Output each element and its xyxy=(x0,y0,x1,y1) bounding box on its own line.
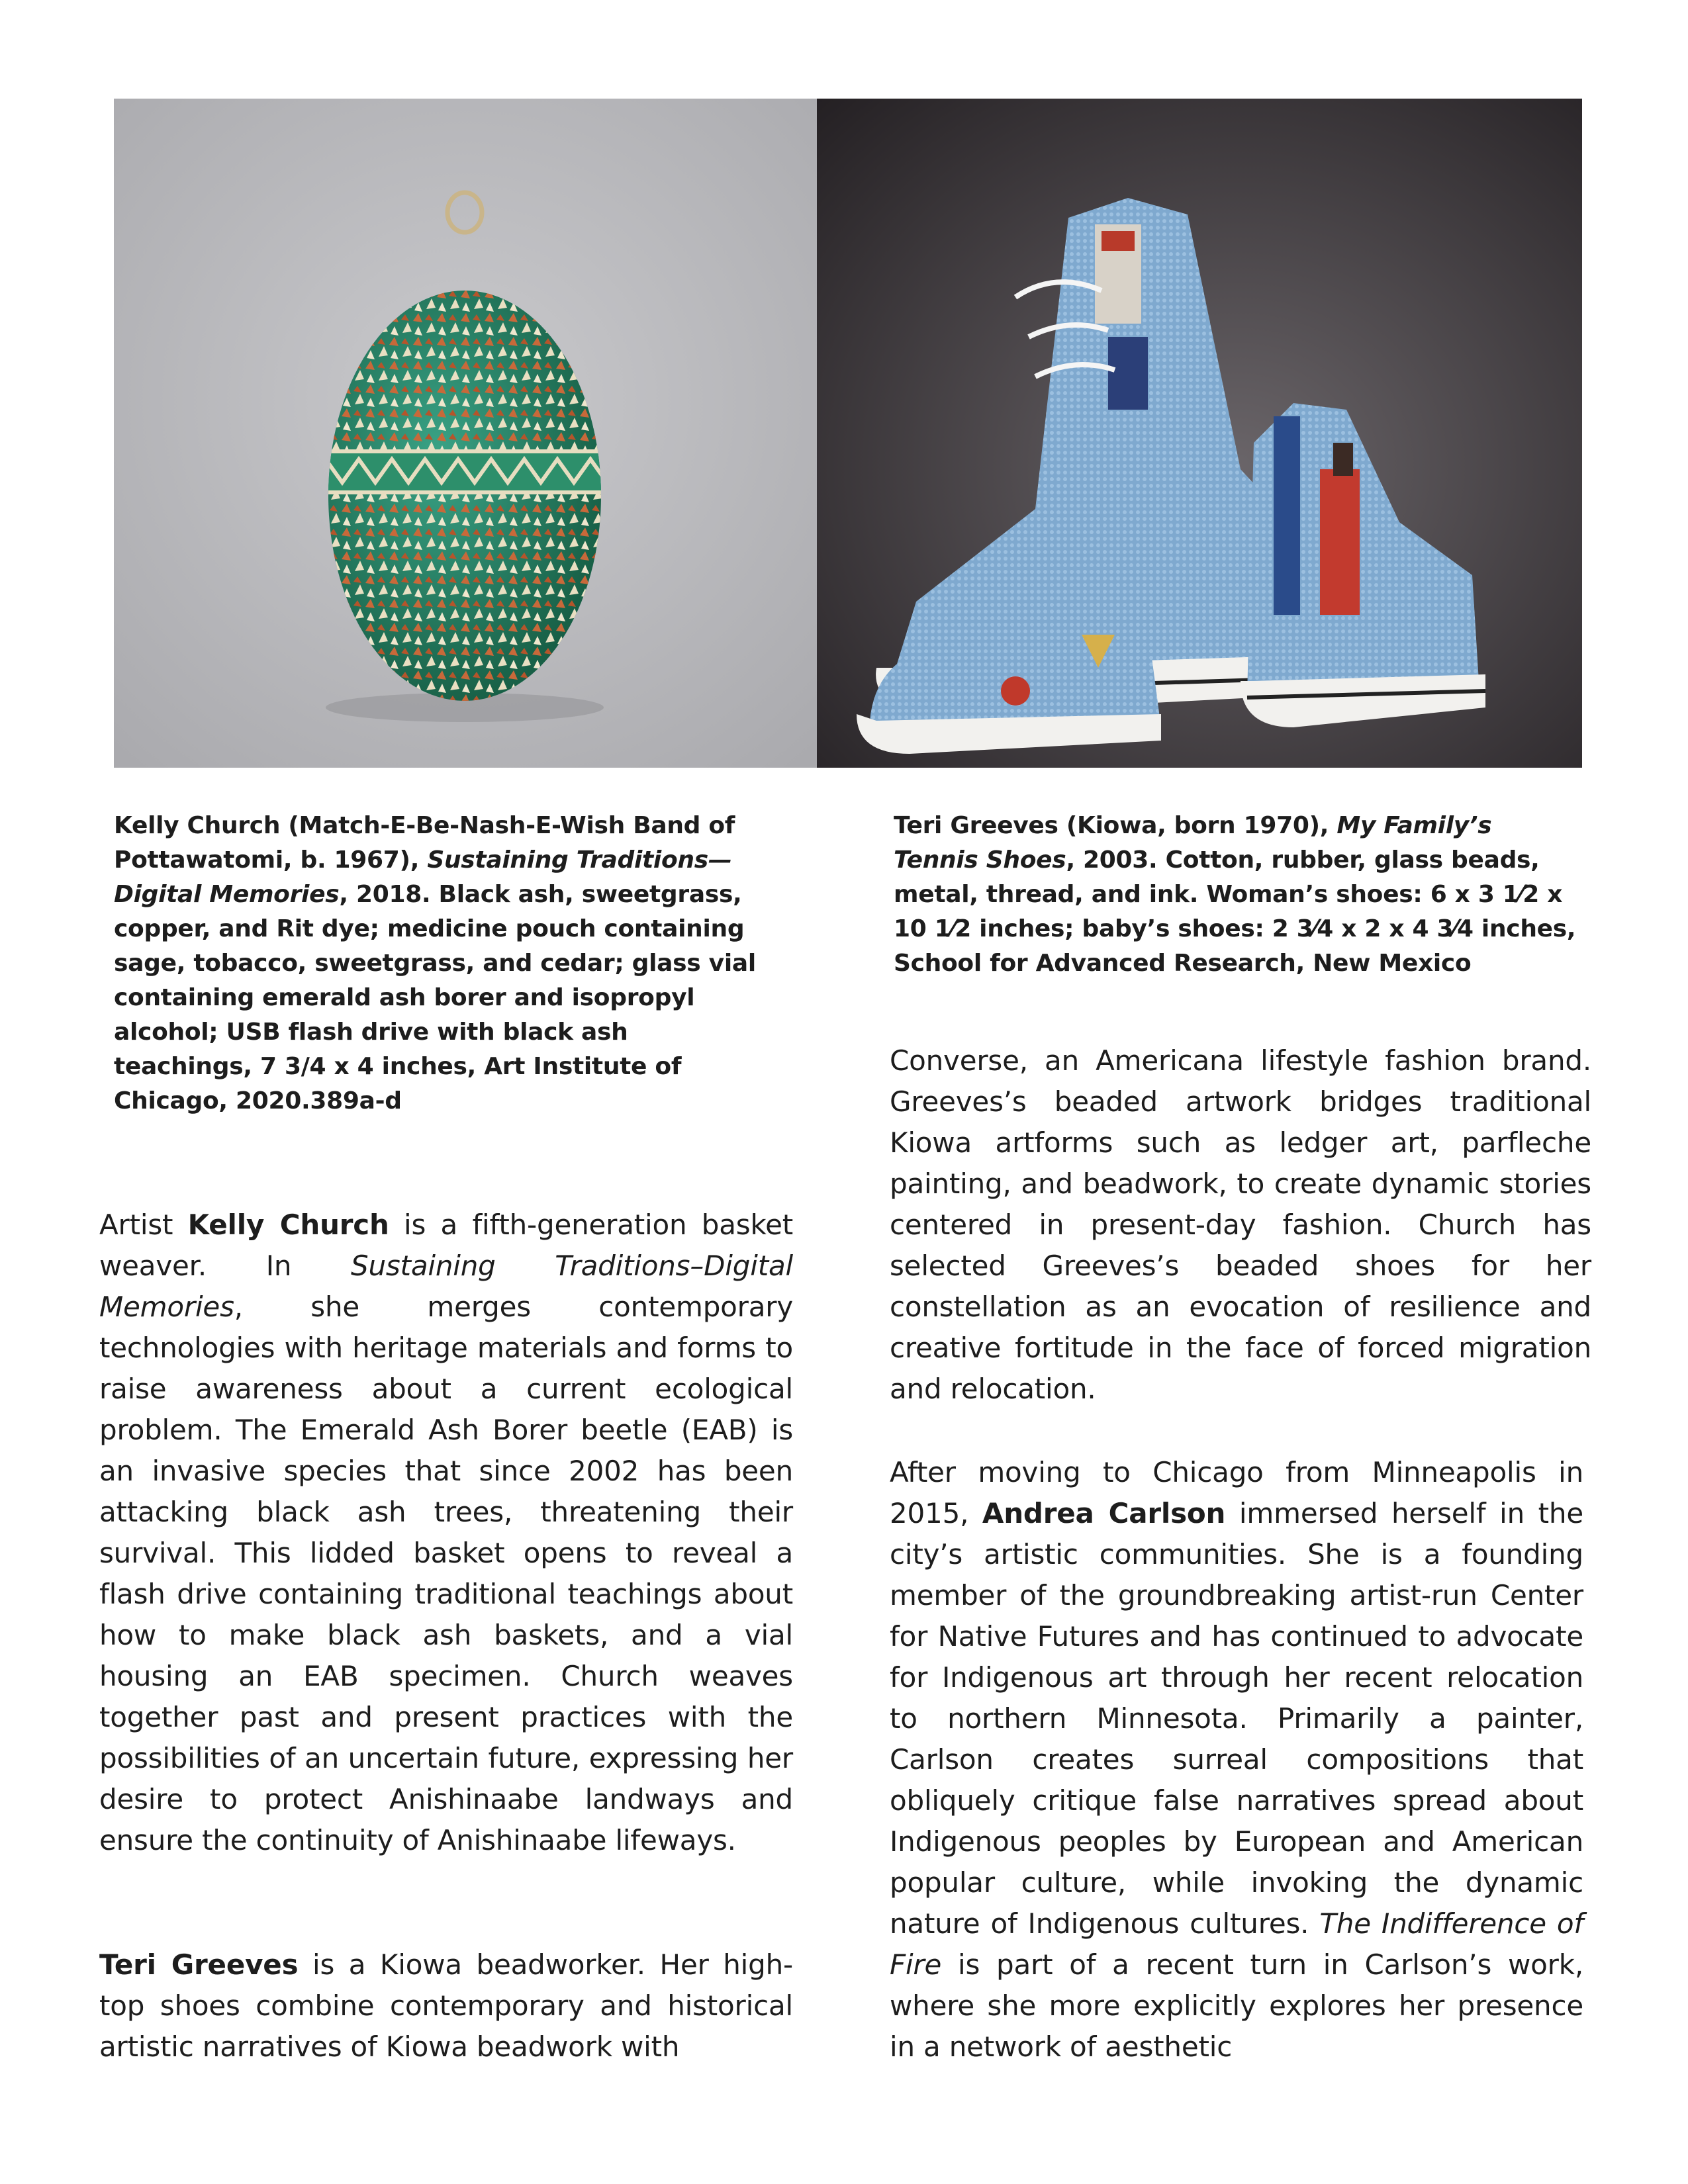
caption-basket xyxy=(114,809,769,1118)
paragraph-greeves-continued: Converse, an Americana lifestyle fashion brand. Greeves’s beaded artwork bridges traditional Kiowa artforms such as ledger art, parfleche painting, and beadwork, to create dynamic stories centered in present-day fashion. Church has selected Greeves’s beaded shoes for her constellation as an evocation of resilience and creative fortitude in the face of forced migration and relocation. xyxy=(890,1044,1591,1405)
basket-illustration xyxy=(114,99,817,768)
text-run: immersed herself in the city’s artistic communities. She is a founding member of the groundbreaking artist-run Center for Native Futures and has continued to advocate for Indigenous art through her recent relocation to northern Minnesota. Primarily a painter, Carlson creates surreal compositions that obliquely critique false narratives spread about Indigenous peoples by European and American popular culture, while invoking the dynamic nature of Indigenous cultures. xyxy=(890,1497,1583,1940)
caption-title: Sustaining Traditions—Digital Memories xyxy=(114,846,732,908)
artwork-title: Sustaining Traditions–Digital Memories xyxy=(99,1250,793,1323)
caption-artist: Teri Greeves (Kiowa, born 1970), xyxy=(894,812,1337,839)
paragraph-kelly-church xyxy=(99,1205,793,1861)
artist-name: Andrea Carlson xyxy=(982,1497,1226,1529)
shoes-illustration xyxy=(817,99,1582,768)
text-run: is a Kiowa beadworker. Her high-top shoes combine contemporary and historical artistic narratives of Kiowa beadwork with xyxy=(99,1948,793,2063)
caption-details: , 2018. Black ash, sweetgrass, copper, and Rit dye; medicine pouch containing sage, tobacco, sweetgrass, and cedar; glass vial containing emerald ash borer and isopropyl alcohol; USB flash drive with black ash teachings, 7 3/4 x 4 inches, Art Institute of Chicago, 2020.389a-d xyxy=(114,881,756,1115)
text-run: After moving to Chicago from Minneapolis in 2015, xyxy=(890,1456,1583,1529)
basket-photo xyxy=(114,99,817,768)
caption-title: My Family’s Tennis Shoes xyxy=(894,812,1492,874)
text-run: is part of a recent turn in Carlson’s work, where she more explicitly explores her presence in a network of aesthetic xyxy=(890,1948,1583,2063)
paragraph-andrea-carlson xyxy=(890,1452,1583,2068)
text-run: Artist xyxy=(99,1208,188,1241)
caption-shoes xyxy=(894,809,1582,981)
artwork-title: The Indifference of Fire xyxy=(890,1907,1583,1981)
text-run: , she merges contemporary technologies with heritage materials and forms to raise awareness about a current ecological problem. The Emerald Ash Borer beetle (EAB) is an invasive species that since 2002 has been attacking black ash trees, threatening their survival. This lidded basket opens to reveal a flash drive containing traditional teachings about how to make black ash baskets, and a vial housing an EAB specimen. Church weaves together past and present practices with the possibilities of an uncertain future, expressing her desire to protect Anishinaabe landways and ensure the continuity of Anishinaabe lifeways. xyxy=(99,1291,793,1856)
caption-artist: Kelly Church (Match-E-Be-Nash-E-Wish Band of Pottawatomi, b. 1967), xyxy=(114,812,735,874)
caption-details: , 2003. Cotton, rubber, glass beads, metal, thread, and ink. Woman’s shoes: 6 x 3 1⁄2 x 10 1⁄2 inches; baby’s shoes: 2 3⁄4 x 2 x 4 3⁄4 inches, School for Advanced Research, New Mexico xyxy=(894,846,1576,977)
shoes-photo xyxy=(817,99,1582,768)
artist-name: Teri Greeves xyxy=(99,1948,299,1981)
text-run: is a fifth-generation basket weaver. In xyxy=(99,1208,793,1282)
artist-name: Kelly Church xyxy=(187,1208,389,1241)
paragraph-teri-greeves xyxy=(99,1944,793,2068)
